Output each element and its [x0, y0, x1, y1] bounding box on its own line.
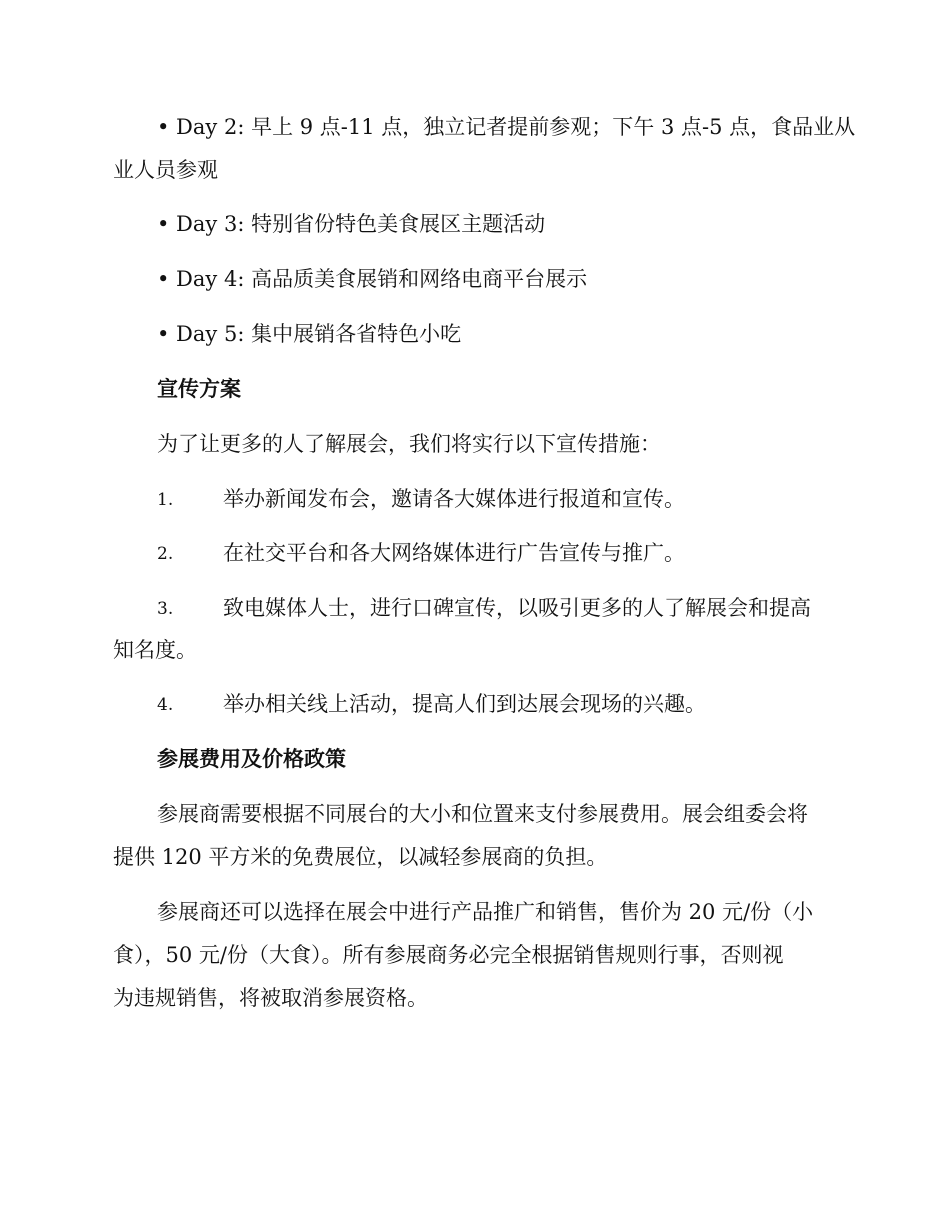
fees-paragraph-2-line3: 为违规销售，将被取消参展资格。	[113, 986, 428, 1010]
schedule-day4: • Day 4: 高品质美食展销和网络电商平台展示	[157, 267, 588, 291]
fees-paragraph-2-line1: 参展商还可以选择在展会中进行产品推广和销售，售价为 20 元/份（小	[157, 900, 814, 924]
list-item: 在社交平台和各大网络媒体进行广告宣传与推广。	[223, 541, 685, 565]
schedule-day5: • Day 5: 集中展销各省特色小吃	[157, 322, 462, 346]
list-item: 举办相关线上活动，提高人们到达展会现场的兴趣。	[223, 692, 706, 716]
list-item: 致电媒体人士，进行口碑宣传，以吸引更多的人了解展会和提高	[223, 596, 811, 620]
list-item-number: 4.	[157, 695, 174, 715]
promotion-intro: 为了让更多的人了解展会，我们将实行以下宣传措施：	[157, 432, 661, 456]
list-item-number: 2.	[157, 544, 174, 564]
fees-paragraph-2-line2: 食），50 元/份（大食）。所有参展商务必完全根据销售规则行事，否则视	[113, 943, 784, 967]
fees-paragraph-1-line1: 参展商需要根据不同展台的大小和位置来支付参展费用。展会组委会将	[157, 802, 808, 826]
list-item-continuation: 知名度。	[113, 638, 197, 662]
list-item-number: 1.	[157, 490, 174, 510]
promotion-heading: 宣传方案	[157, 377, 241, 401]
list-item-number: 3.	[157, 599, 174, 619]
schedule-day2-line2: 业人员参观	[113, 158, 218, 182]
schedule-day2-line1: • Day 2: 早上 9 点-11 点，独立记者提前参观；下午 3 点-5 点，食品业从	[157, 115, 856, 139]
list-item: 举办新闻发布会，邀请各大媒体进行报道和宣传。	[223, 487, 685, 511]
schedule-day3: • Day 3: 特别省份特色美食展区主题活动	[157, 212, 546, 236]
fees-paragraph-1-line2: 提供 120 平方米的免费展位，以减轻参展商的负担。	[113, 845, 608, 869]
fees-heading: 参展费用及价格政策	[157, 747, 346, 771]
